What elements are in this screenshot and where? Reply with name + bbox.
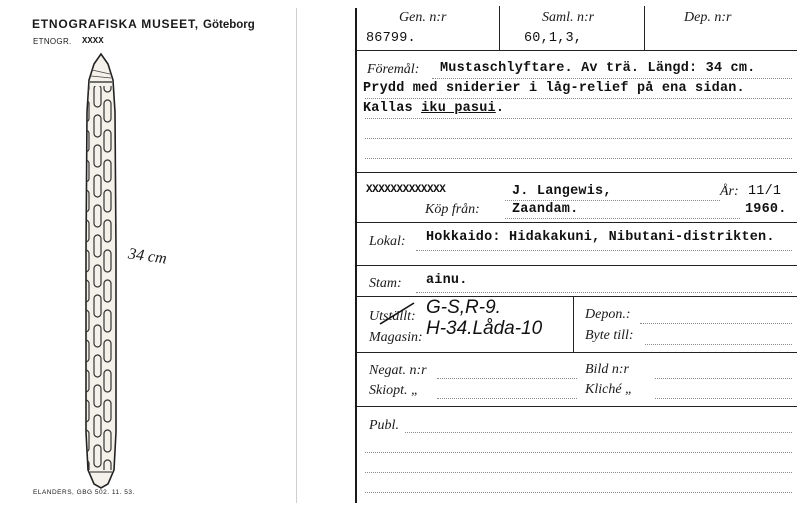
gen-number: 86799. bbox=[366, 31, 416, 46]
etnogr-struck-number: XXXX bbox=[82, 36, 104, 46]
handwritten-length: 34 cm bbox=[127, 245, 168, 268]
dotted-line bbox=[365, 492, 792, 493]
lokal-label: Lokal: bbox=[369, 234, 406, 249]
acquisition-rule bbox=[357, 222, 797, 223]
dotted-line bbox=[640, 323, 792, 324]
foremal-label: Föremål: bbox=[367, 62, 420, 77]
magasin-label: Magasin: bbox=[369, 330, 423, 345]
byte-label: Byte till: bbox=[585, 328, 634, 343]
fold-divider bbox=[296, 8, 297, 503]
foremal-rule bbox=[357, 172, 797, 173]
saml-number: 60,1,3, bbox=[524, 31, 583, 46]
dotted-line bbox=[655, 398, 792, 399]
dotted-line bbox=[655, 378, 792, 379]
photo-rule bbox=[357, 406, 797, 407]
kop-label: Köp från: bbox=[425, 202, 480, 217]
lokal-rule bbox=[357, 265, 797, 266]
storage-rule bbox=[357, 352, 797, 353]
ar-value: 11/1 bbox=[748, 184, 782, 199]
header-divider-2 bbox=[644, 6, 645, 50]
foremal-line-3 bbox=[363, 101, 504, 116]
stam-value: ainu. bbox=[426, 273, 468, 288]
kliche-label: Kliché „ bbox=[585, 382, 633, 397]
foremal-line-1: Mustaschlyftare. Av trä. Längd: 34 cm. bbox=[440, 61, 756, 76]
dotted-line bbox=[405, 432, 792, 433]
magasin-handwritten: H-34.Låda-10 bbox=[426, 318, 543, 339]
negat-label: Negat. n:r bbox=[369, 363, 427, 378]
foremal-line-3-prefix: Kallas bbox=[363, 101, 422, 116]
stam-rule bbox=[357, 296, 797, 297]
dotted-line bbox=[437, 398, 577, 399]
ar-label: År: bbox=[720, 184, 739, 199]
storage-divider bbox=[573, 296, 574, 352]
dotted-line bbox=[365, 452, 792, 453]
dotted-line bbox=[365, 138, 792, 139]
native-name: iku pasui bbox=[421, 101, 496, 116]
dotted-line bbox=[505, 200, 720, 201]
etnogr-label: ETNOGR. bbox=[33, 37, 72, 46]
dep-label: Dep. n:r bbox=[684, 10, 732, 25]
foremal-line-3-suffix: . bbox=[495, 101, 505, 116]
lokal-value: Hokkaido: Hidakakuni, Nibutani-distrikten. bbox=[426, 230, 775, 245]
mustache-lifter-drawing bbox=[70, 52, 140, 492]
kop-value: Zaandam. bbox=[512, 202, 579, 217]
stam-label: Stam: bbox=[369, 276, 402, 291]
header-divider-1 bbox=[499, 6, 500, 50]
publ-label: Publ. bbox=[369, 418, 399, 433]
insaml-struck: XXXXXXXXXXXXX bbox=[366, 184, 446, 196]
foremal-line-2: Prydd med sniderier i låg-relief på ena sidan. bbox=[363, 81, 745, 96]
museum-name-text: ETNOGRAFISKA MUSEET, bbox=[32, 17, 199, 31]
printer-note: ELANDERS, GBG 502. 11. 53. bbox=[33, 489, 135, 496]
year-value: 1960. bbox=[745, 202, 787, 217]
dotted-line bbox=[645, 344, 792, 345]
utstallt-handwritten: G-S,R-9. bbox=[426, 297, 501, 318]
strike-slash bbox=[378, 300, 418, 326]
dotted-line bbox=[416, 292, 792, 293]
museum-name bbox=[32, 17, 255, 31]
utstallt-label: Utställt: bbox=[369, 309, 416, 324]
dotted-line bbox=[437, 378, 577, 379]
header-rule bbox=[357, 50, 797, 51]
saml-label: Saml. n:r bbox=[542, 10, 595, 25]
museum-city: Göteborg bbox=[203, 19, 255, 31]
gen-label: Gen. n:r bbox=[399, 10, 447, 25]
dotted-line bbox=[365, 472, 792, 473]
card-left-edge bbox=[355, 8, 357, 503]
dotted-line bbox=[416, 250, 792, 251]
collector-name: J. Langewis, bbox=[512, 184, 612, 199]
dotted-line bbox=[365, 158, 792, 159]
carved-relief-pattern bbox=[86, 86, 116, 470]
dotted-line bbox=[365, 118, 792, 119]
skiopt-label: Skiopt. „ bbox=[369, 383, 419, 398]
dotted-line bbox=[505, 218, 740, 219]
bild-label: Bild n:r bbox=[585, 362, 629, 377]
depon-label: Depon.: bbox=[585, 307, 631, 322]
dotted-line bbox=[365, 98, 792, 99]
dotted-line bbox=[432, 78, 792, 79]
